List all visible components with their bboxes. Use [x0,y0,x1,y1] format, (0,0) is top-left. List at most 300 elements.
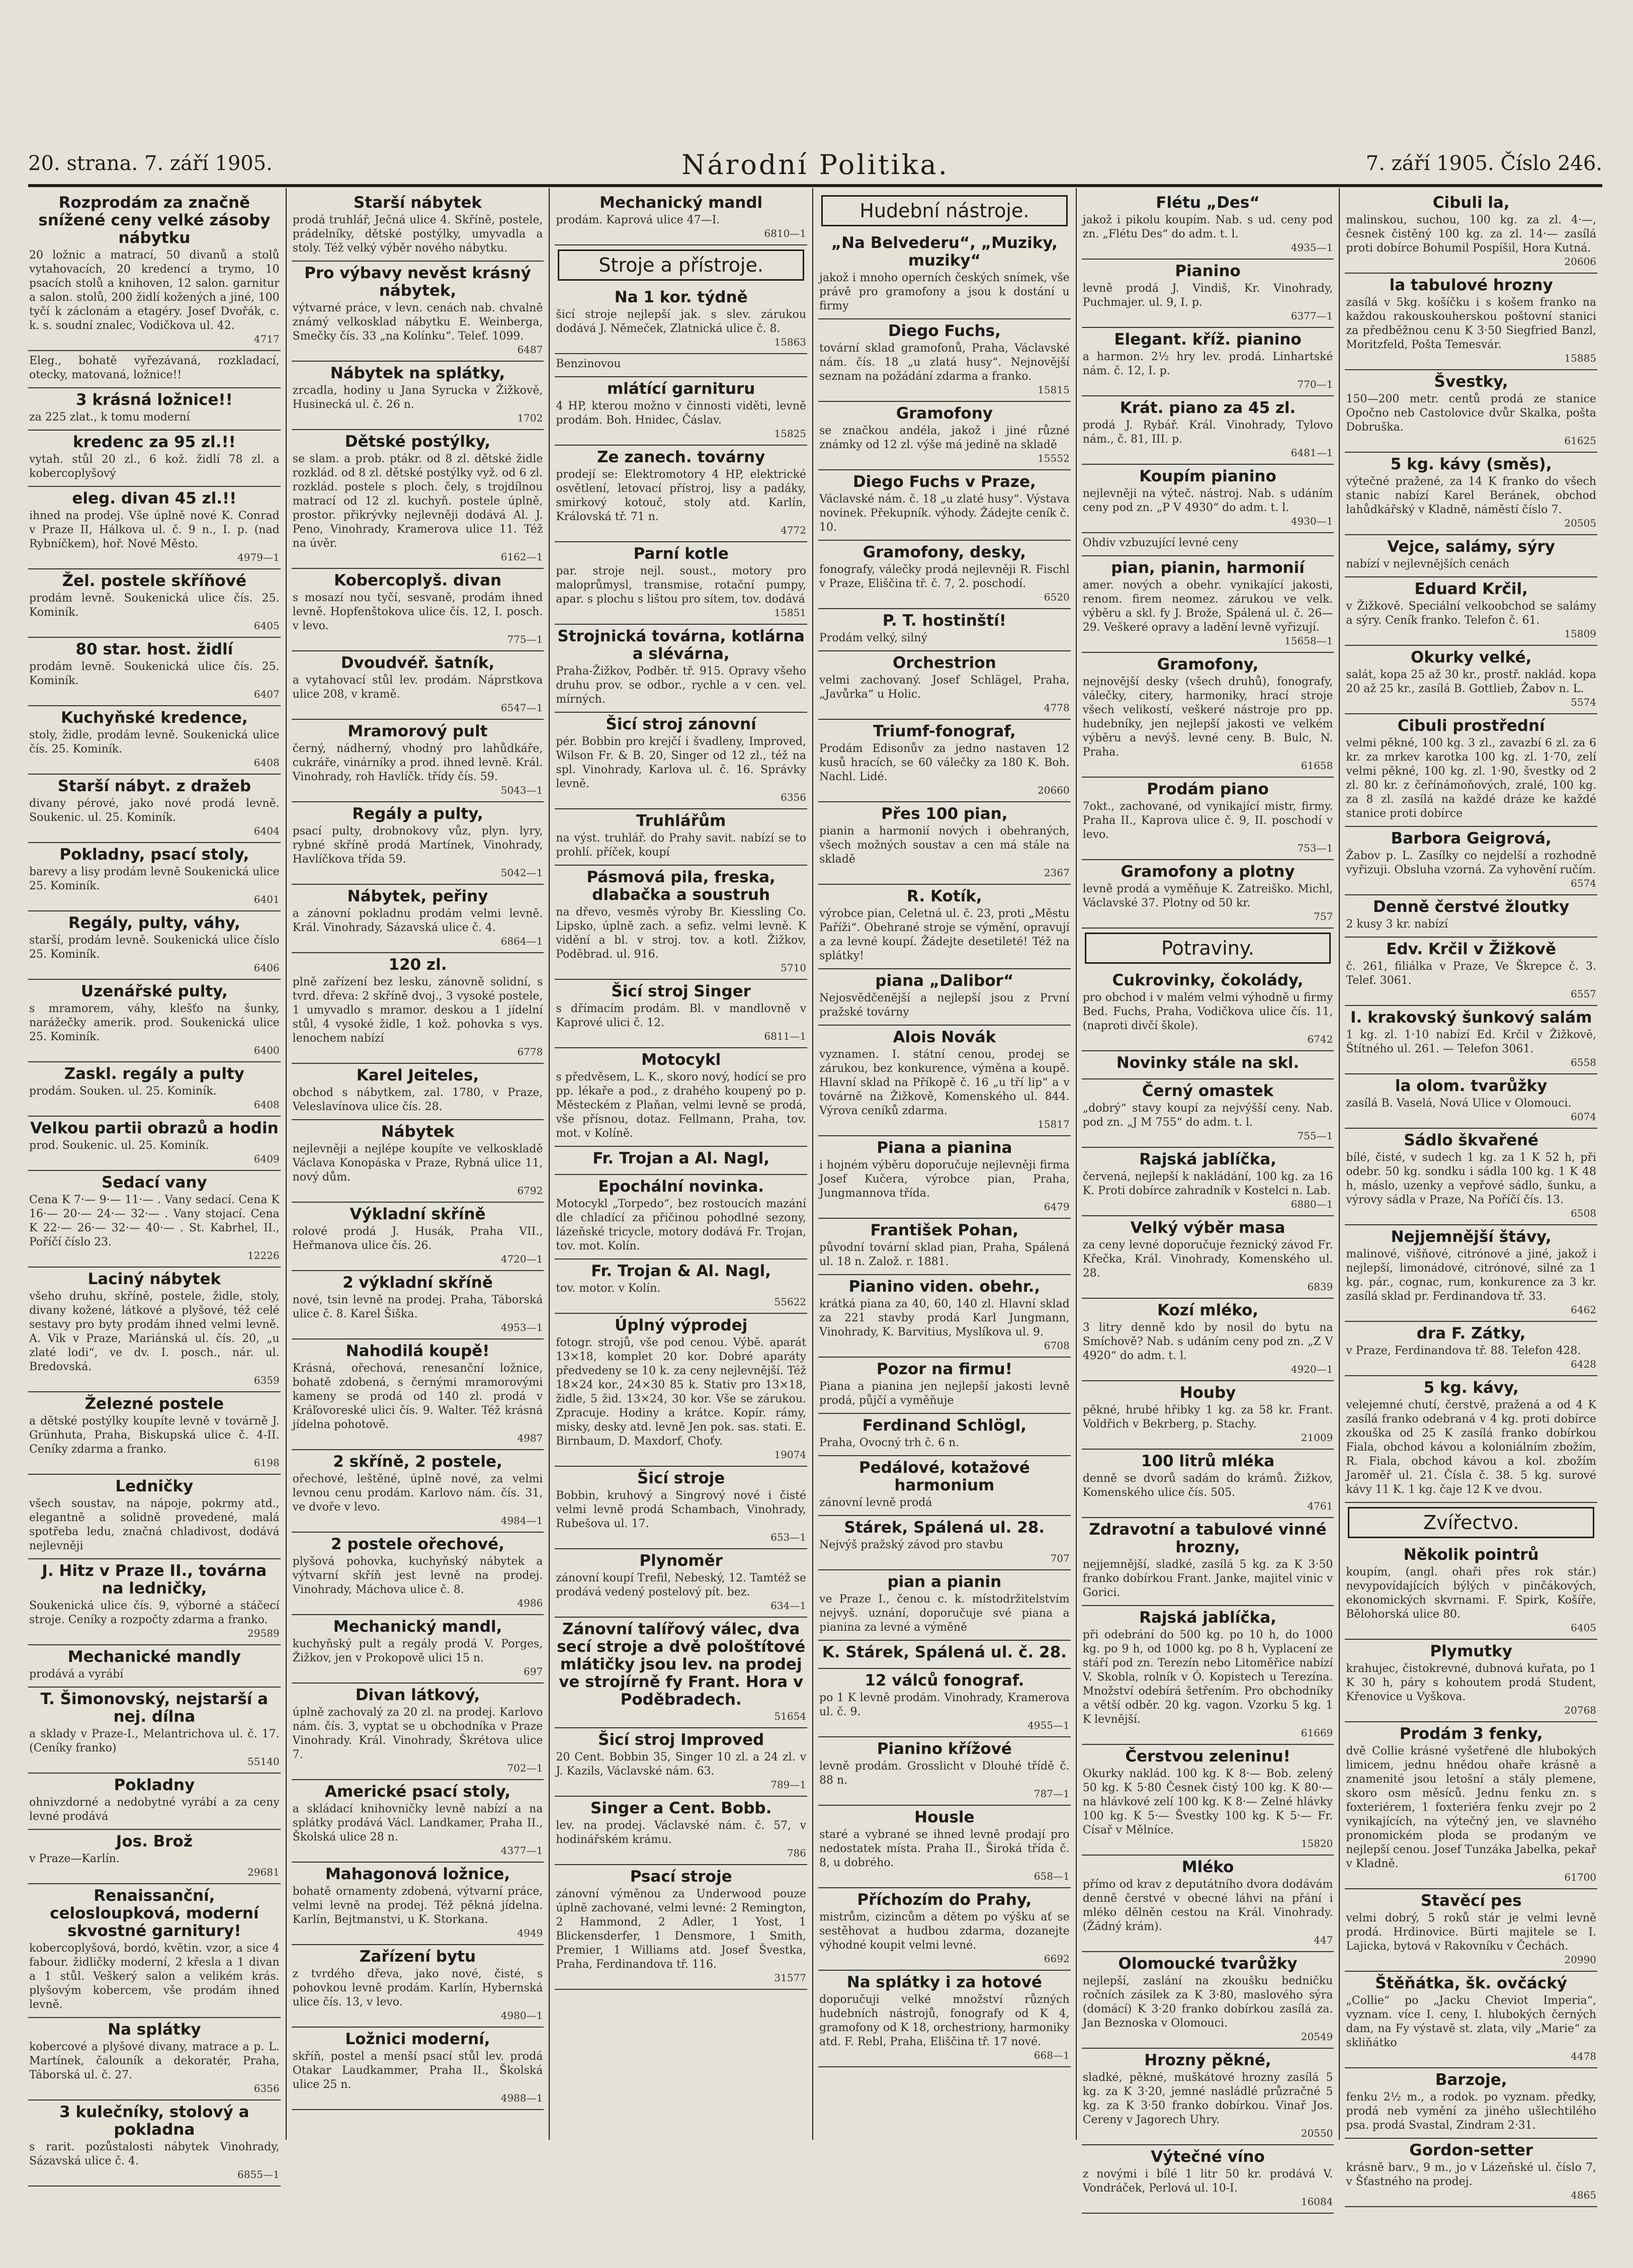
classified-ad [818,1026,1071,1136]
ad-headline: Diego Fuchs, [888,322,1001,340]
classified-ad [1345,1640,1597,1722]
ad-number: 6520 [1044,591,1070,603]
page-number-date: 20. strana. 7. září 1905. [28,152,273,175]
ad-body: Cena K 7·— 9·— 11·— . Vany sedací. Cena K 16·— 20·— 24·— 32·— . Vany stojací. Cena K 22·— 26·— 32·— 40·— . St. Kabrhel, II., Poříčí číslo 23. [29,1194,280,1248]
ad-headline: Švestky, [1434,373,1508,391]
ad-headline: Úplný výprodej [615,1316,748,1334]
ad-headline: Pianino [1175,262,1241,280]
ad-body: tov. motor. v Kolín. [556,1282,661,1295]
ad-headline: Zaskl. regály a pulty [64,1065,244,1083]
classified-ad [292,362,544,430]
ad-headline: Ledničky [115,1477,194,1495]
ad-number: 6481—1 [1291,447,1333,459]
ad-number: 5574 [1571,696,1597,708]
ad-body: plně zařízení bez lesku, zánovně solidní, s tvrd. dřeva: 2 skříně dvoj., 3 vysoké postele, 1 umyvadlo s mramor. deskou a 1 jídelní stůl, 4 vysoké židle, 1 kož. pohovka s vys. lenochem nabízí [292,976,543,1045]
classified-ad [818,651,1071,720]
classified-ad [555,354,807,377]
classified-ad [292,1064,544,1120]
classified-ad [1082,533,1334,556]
ad-number: 4761 [1307,1500,1333,1512]
ad-headline: Ložnici moderní, [345,2030,490,2048]
ad-body: krahujec, čistokrevné, dubnová kuřata, po 1 K 30 h, páry s kohoutem prodá Student, Křenovice u Vyškova. [1346,1662,1597,1703]
classified-ad [818,1888,1071,1971]
ad-headline: Pásmová pila, freska, dlabačka a soustruh [586,868,776,904]
classified-ad [1082,969,1334,1051]
ad-headline: 3 krásná ložnice!! [75,391,233,409]
classified-ad [555,446,807,542]
ad-number: 4984—1 [500,1515,543,1527]
classified-ad [1345,1972,1597,2068]
ad-headline: Gramofony, [1157,655,1259,674]
ad-body: levně prodá a vyměňuje K. Zatreiško. Michl, Václavské 37. Plotny od 50 kr. [1082,883,1333,909]
classified-ad [818,609,1071,651]
classified-ad [292,802,544,885]
ad-number: 787—1 [1034,1788,1070,1800]
ad-body: zasílá B. Vaselá, Nová Ulice v Olomouci. [1346,1097,1572,1110]
ad-body: nejjemnější, sladké, zasílá 5 kg. za K 3·50 franko dobírkou Frant. Janke, majitel vinic v Gorici. [1082,1558,1333,1599]
ad-body: Prodám Edisonův za jedno nastaven 12 kusů hracích, se 60 válečky za 180 K. Boh. Nachl. Lidé. [819,742,1070,783]
ad-body: všeho druhu, skříně, postele, židle, stoly, divany kožené, látkové a plyšové, též celé sestavy pro byty prodám ihned velmi levně. A. Vik v Praze, Mariánská ul. čís. 20, „u zlaté lodi“, ve dv. I. posch., nár. ul. Bredovská. [29,1290,280,1373]
classified-ad [1345,1722,1597,1889]
ad-headline: Sedací vany [102,1173,207,1192]
classified-ad [28,1559,281,1645]
ad-body: všech soustav, na nápoje, pokrmy atd., elegantně a solidně provedené, malá spotřeba ledu, značná chladivost, dodává nejlevněji [29,1497,280,1552]
ad-number: 6162—1 [500,551,543,563]
ad-headline: Na splátky [108,2021,201,2039]
classified-ad [28,569,281,638]
ad-number: 20505 [1564,517,1597,529]
ad-number: 6377—1 [1291,310,1333,322]
ad-headline: Karel Jeiteles, [356,1066,479,1084]
ad-number: 15815 [1038,384,1070,396]
ad-body: starší, prodám levně. Soukenická ulice číslo 25. Kominík. [29,934,280,961]
classified-ad [28,1268,281,1392]
classified-ad [818,1641,1071,1669]
classified-ad [28,1392,281,1475]
ad-body: velejemné chutí, čerstvě, pražená a od 4 K zasílá franko odebraná v 4 kg. proti dobírce zkouška od 25 K zasílá franko dobírkou Fiala, obchod kávou a koloniálním zbožím, R. Fiala, obchod kávou a kol. zbožím Jaroměř ul. 21. Čísla č. 38. 5 kg. surové kávy 11 K. 1 kg. čaje 12 K ve dvou. [1346,1399,1597,1496]
ad-number: 20606 [1564,256,1597,268]
ad-number: 4987 [517,1432,543,1444]
classified-ad [555,377,807,446]
classified-ad [28,843,281,911]
classified-ad [1345,1225,1597,1322]
ad-body: Nejosvědčenější a nejlepší jsou z První pražské továrny [819,992,1070,1019]
ad-body: prodá J. Rybář. Král. Vinohrady, Tylovo nám., č. 81, III. p. [1082,419,1333,446]
classified-ad [292,1203,544,1271]
classified-ad [555,1728,807,1797]
ad-number: 4953—1 [500,1321,543,1333]
classified-ad [28,1645,281,1688]
ad-headline: Flétu „Des“ [1156,194,1260,212]
ad-headline: Olomoucké tvarůžky [1118,1955,1298,1973]
ad-body: výtvarné práce, v levn. cenách nab. chvalně známý velkosklad nábytku E. Weinberga, Smečky čís. 33 „na Kolínku“. Telef. 1099. [292,302,543,343]
ad-headline: Vejce, salámy, sýry [1387,538,1556,556]
ad-body: prodám levně. Soukenická ulice čís. 25. Kominík. [29,592,280,619]
ad-number: 20990 [1564,1954,1597,1966]
ad-headline: Fr. Trojan a Al. Nagl, [592,1149,770,1167]
ad-body: ihned na prodej. Vše úplně nové K. Conrad v Praze II, Hálkova ul. č. 9 n., I. p. (nad Rybníčkem), hoř. Nové Město. [29,510,280,550]
ad-headline: Starší nábytek [353,194,482,212]
ad-headline: 80 star. host. židlí [75,640,233,658]
ad-body: zánovní výměnou za Underwood pouze úplně zachované, velmi levné: 2 Remington, 2 Hammond, 2 Adler, 1 Yost, 1 Blickensderfer, 1 Densmore, 1 Smith, Premier, 1 Williams atd. Josef Švestka, Praha, Ferdinandova tř. 116. [556,1888,807,1971]
classified-ad [1345,1074,1597,1129]
ad-body: prod. Soukenic. ul. 25. Kominík. [29,1139,209,1152]
classified-ad [1082,1079,1334,1148]
ad-headline: pian, pianin, harmonií [1111,559,1305,577]
ad-body: vytah. stůl 20 zl., 6 kož. židlí 78 zl. a kobercoplyšový [29,453,280,480]
ad-headline: Pedálové, kotažové harmonium [858,1459,1030,1494]
ad-number: 4986 [517,1597,543,1609]
ad-headline: Truhlářům [636,812,726,830]
ad-headline: 120 zl. [388,956,447,974]
ad-body: zánovní levně prodá [819,1496,932,1509]
ad-body: levně prodám. Grosslicht v Dlouhé třídě č. 88 n. [819,1760,1070,1787]
ad-headline: Pro výbavy nevěst krásný nábytek, [304,264,531,300]
ad-number: 1702 [517,412,543,424]
ad-body: kobercové a plyšové divany, matrace a p. L. Martínek, čalouník a dekoratér, Praha, Táborská ul. č. 27. [29,2041,280,2081]
classified-ad [1082,396,1334,465]
ad-headline: Plynoměr [639,1552,723,1570]
ad-headline: dra F. Zátky, [1416,1324,1526,1342]
section-heading: Zvířectvo. [1348,1507,1594,1538]
ad-number: 15658—1 [1284,635,1333,647]
ad-body: kuchyňský pult a regály prodá V. Porges, Žižkov, jen v Prokopově ulici 15 n. [292,1638,543,1664]
classified-ad [1345,646,1597,714]
classified-ad [292,430,544,569]
ad-body: vyznamen. I. státní cenou, prodej se zárukou, bez konkurence, výměna a koupě. Hlavní sklad na Příkopě č. 16 „u tří lip“ a v továrně na Žižkově, Komenského ul. 844. Výrova ceníků zdarma. [819,1048,1070,1117]
ad-number: 4920—1 [1291,1363,1333,1375]
ad-headline: Prodám piano [1147,780,1269,798]
ad-body: nejlevněji na výteč. nástroj. Nab. s udáním ceny pod zn. „P V 4930“ do adm. t. l. [1082,487,1333,514]
classified-ad [292,569,544,651]
ad-body: č. 261, filiálka v Praze, Ve Škrepce č. 3. Telef. 3061. [1346,960,1597,987]
ad-headline: Sádlo škvařené [1404,1131,1539,1149]
section-heading: Hudební nástroje. [821,195,1068,226]
ad-headline: Kobercoplyš. divan [334,571,502,590]
ad-headline: Nábytek [381,1123,455,1141]
ad-body: krátká piana za 40, 60, 140 zl. Hlavní sklad za 221 stavby prodá Karl Jungmann, Vinohrady, K. Barvitius, Myslíkova ul. 9. [819,1298,1070,1338]
ad-number: 757 [1314,910,1333,922]
ad-number: 6198 [253,1457,280,1469]
ad-headline: Strojnická továrna, kotlárna a slévárna, [557,627,805,663]
ad-headline: Piana a pianina [877,1139,1012,1157]
classified-ad [292,1945,544,2028]
ad-number: 19074 [774,1449,807,1461]
classified-ad [818,720,1071,802]
ad-number: 755—1 [1297,1130,1333,1142]
ad-number: 6708 [1044,1339,1070,1352]
ad-body: a vytahovací stůl lev. prodám. Náprstkova ulice 208, v kramě. [292,674,543,701]
ad-body: „Collie“ po „Jacku Cheviot Imperia“, vyznam. více I. ceny, I. hlubokých černých dam, na Fy výstavě st. zlata, vily „Marie“ za skliňátko [1346,1994,1597,2049]
ad-headline: Pianino viden. obehr., [848,1278,1041,1296]
classified-ad [28,1475,281,1559]
classified-ad [818,470,1071,541]
ad-number: 4865 [1571,2189,1597,2201]
ad-body: 7okt., zachované, od vynikající mistr, firmy. Praha II., Kaprova ulice č. 9, II. poschodí v levo. [1082,800,1333,841]
classified-ad [818,1971,1071,2067]
column-1 [28,188,286,2180]
classified-ad [1345,938,1597,1006]
classified-ad [1082,1450,1334,1518]
classified-ad [292,953,544,1064]
ad-number: 6839 [1307,1281,1333,1293]
ad-body: nové, tsin levně na prodej. Praha, Táborská ulice č. 8. Karel Šiška. [292,1294,543,1320]
classified-ad [1345,1543,1597,1640]
ad-headline: Cukrovinky, čokolády, [1112,971,1304,989]
ad-body: dvě Collie krásné vyšetřené dle hlubokých limicem, jednu hnědou ohaře krásně a znamenité jsou letošní a stály plemene, skoro osm měsíců. Jednu fenku zn. s foxteriérem, 1 foxteriéra fenku zvejr po 2 vynikajících, na výtečný jen, ve slavného pronomickém ploda se prodaným ve nejlepší cenou. Josef Tunzáka Jabelka, pekař v Kladně. [1346,1745,1597,1870]
ad-headline: Uzenářské pulty, [80,982,228,1000]
ad-body: divany pérové, jako nové prodá levně. Soukenic. ul. 25. Kominík. [29,797,280,824]
ad-body: velmi pěkné, 100 kg. 3 zl., zavazbí 6 zl. za 6 kr. za mrkev karotka 100 kg. zl. 1·70, zelí velmi pěkné, 100 kg. zl. 1·90, švestky od 2 zl. 80 kr. z čeřínámoňových, zralé, 100 kg. za 8 zl. zasílá na každé dráze ke každé stanice proti dobírce [1346,737,1597,820]
ad-number: 702—1 [507,1762,543,1774]
ad-headline: Mahagonová ložnice, [325,1865,510,1883]
classified-ad [28,2101,281,2187]
ad-number: 4377—1 [500,1844,543,1857]
ad-number: 6855—1 [237,2168,280,2180]
ad-number: 6408 [253,757,280,769]
ad-headline: Nábytek, peřiny [347,887,488,905]
ad-body: levně prodá J. Vindiš, Kr. Vinohrady, Puchmajer. ul. 9, I. p. [1082,282,1333,309]
classified-ad [555,980,807,1048]
ad-headline: pian a pianin [887,1573,1002,1591]
ad-headline: Alois Novák [893,1028,996,1046]
ad-number: 6428 [1571,1358,1597,1370]
ad-number: 707 [1050,1552,1070,1564]
ad-headline: Zdravotní a tabulové vinné hrozny, [1089,1521,1327,1556]
ad-number: 6356 [253,2082,280,2094]
ad-body: skříň, postel a menší psací stůl lev. prodá Otakar Laudkammer, Praha II., Školská ulice 25 n. [292,2050,543,2091]
classified-ad [818,885,1071,969]
ad-headline: R. Kotík, [907,887,982,905]
ad-number: 4988—1 [500,2092,543,2104]
classified-ad [1345,191,1597,274]
ad-headline: Plymutky [1430,1642,1512,1660]
ad-body: mistrům, cizincům a dětem po výšku ať se sestěhovat a hudbou zdarma, dozanejte výhodné koupit velmi levné. [819,1911,1070,1952]
classified-ad [555,866,807,980]
ad-headline: Na 1 kor. týdně [614,288,748,306]
classified-ad [818,1136,1071,1219]
ad-headline: Šicí stroj Improved [598,1731,764,1749]
classified-ad [555,542,807,625]
ad-number: 6408 [253,1099,280,1111]
ad-headline: Pianino křížové [877,1740,1012,1758]
ad-headline: Renaissanční, celosloupková, moderní skvostné garnitury! [50,1887,259,1940]
ad-number: 786 [787,1847,807,1859]
ad-body: prodává a vyrábí [29,1668,124,1681]
ad-headline: Fr. Trojan & Al. Nagl, [591,1262,771,1280]
classified-ad [1345,1889,1597,1972]
ad-number: 4772 [781,524,807,536]
ad-headline: Orchestrion [893,654,996,672]
ad-body: jakož i mnoho operních českých snímek, vše právě pro gramofony a jsou k dostání u firmy [819,272,1070,312]
header-rule [28,184,1602,187]
classified-ad [292,885,544,953]
ad-number: 6487 [517,344,543,356]
ad-body: Eleg., bohatě vyřezávaná, rozkladací, otecky, matovaná, ložnice!! [29,355,280,381]
ad-number: 61700 [1564,1871,1597,1883]
classified-ad [818,1737,1071,1806]
ad-body: černý, nádherný, vhodný pro lahůdkáře, cukráře, vinárníky a prod. ihned levně. Král. Vinohrady, roh Havlíčk. třídy čís. 59. [292,742,543,783]
classified-ad [555,1147,807,1175]
classified-ad [555,1175,807,1259]
ad-headline: Velkou partii obrazů a hodin [30,1119,279,1137]
classified-ad [1345,714,1597,827]
ad-headline: Dětské postýlky, [345,433,491,451]
ad-headline: Šicí stroje [637,1469,725,1487]
classified-ad [1082,1952,1334,2049]
classified-ad [555,1314,807,1467]
ad-headline: 2 postele ořechové, [331,1535,504,1553]
classified-ad [1082,2145,1334,2214]
classified-ad [1345,577,1597,646]
ad-headline: Elegant. kříž. pianino [1114,330,1302,349]
ad-number: 6547—1 [500,702,543,714]
classified-ad [818,231,1071,319]
ad-headline: Rozprodám za značně snížené ceny velké zásoby nábytku [38,194,271,247]
ad-body: prodám. Souken. ul. 25. Kominík. [29,1085,217,1098]
ad-body: rolové prodá J. Husák, Praha VII., Heřmanova ulice čís. 26. [292,1225,543,1252]
ad-body: plyšová pohovka, kuchyňský nábytek a výtvarní skříň jest levně na prodej. Vinohrady, Máchova ulice č. 8. [292,1555,543,1596]
ad-number: 55622 [774,1296,807,1308]
ad-body: z tvrdého dřeva, jako nové, čisté, s pohovkou levně prodám. Karlín, Hybernská ulice čís. 13, v levo. [292,1968,543,2008]
ad-number: 447 [1314,1934,1333,1946]
ad-number: 61658 [1301,760,1333,772]
classified-ad [1345,2068,1597,2139]
ad-headline: Mechanické mandly [67,1648,241,1666]
classified-ad [1082,1299,1334,1381]
ad-body: za ceny levné doporučuje řeznický závod Fr. Křečka, Král. Vinohrady, Komenského ul. 28. [1082,1239,1333,1280]
classified-ad [1082,1148,1334,1216]
ad-headline: Barzoje, [1435,2071,1507,2089]
ad-headline: Pokladny [114,1776,195,1794]
ad-headline: Na splátky i za hotové [846,1973,1042,1991]
ad-body: ve Praze I., čenou c. k. místodržitelstvím nejvyš. uznání, doporučuje své piana a pianina za levné a výměně [819,1593,1070,1634]
section-heading: Potraviny. [1085,933,1331,964]
ad-number: 6558 [1571,1056,1597,1068]
ad-body: velmi zachovaný. Josef Schlägel, Praha, „Javůrka“ u Holic. [819,674,1070,701]
ad-body: fotogr. strojů, vše pod cenou. Výbě. aparát 13×18, komplet 20 kor. Dobré aparáty předvedeny se 10 k. za ceny nejlevnější. Též 18×24 kor., 24×30 85 k. Stativ pro 13×18, židle, 5 žid. 13×24, 30 kor. Vše se zárukou. Zpracuje. Hodiny a krátce. Kopír. rámy, misky, desky atd. levně Jen pok. sas. stati. E. Birnbaum, D. Maxdorf, Choťy. [556,1336,807,1448]
ad-body: stoly, židle, prodám levně. Soukenická ulice čís. 25. Kominík. [29,729,280,755]
ad-headline: 5 kg. kávy (směs), [1390,455,1552,473]
ad-number: 6557 [1571,988,1597,1000]
classified-ad [28,1884,281,2018]
classified-ad [1082,191,1334,260]
ad-body: Václavské nám. č. 18 „u zlaté husy“. Výstava novinek. Překupník. výhody. Žádejte ceník č. 10. [819,493,1070,534]
ad-headline: Diego Fuchs v Praze, [852,473,1036,491]
classified-ad [28,1117,281,1171]
ad-number: 29589 [247,1627,280,1639]
classified-ad [818,1358,1071,1414]
ad-number: 6864—1 [500,935,543,947]
ad-number: 753—1 [1297,842,1333,854]
ad-number: 634—1 [770,1600,807,1612]
classified-ad [1345,1006,1597,1074]
classified-ad [28,487,281,569]
ad-headline: Kozí mléko, [1157,1301,1259,1319]
ad-body: pro obchod i v malém velmi výhodně u firmy Bed. Fuchs, Praha, Vodičkova ulice čís. 11, (naproti divčí škole). [1082,991,1333,1032]
classified-ad [1345,370,1597,453]
ad-headline: Zařízení bytu [359,1948,476,1966]
ad-headline: Epochální novinka. [598,1178,764,1196]
ad-headline: kredenc za 95 zl.!! [72,433,236,451]
ad-body: Piana a pianina jen nejlepší jakosti levně prodá, půjčí a vyměňuje [819,1380,1070,1407]
classified-ad [292,262,544,362]
ad-body: ohnivzdorné a nedobytné vyrábí a za ceny levné prodává [29,1796,280,1823]
ad-number: 6405 [1571,1622,1597,1634]
ad-number: 6479 [1044,1201,1070,1213]
ad-number: 15817 [1038,1118,1070,1130]
classified-ad [1082,778,1334,860]
ad-number: 6574 [1571,877,1597,889]
classified-ad [1345,1322,1597,1376]
ad-body: 3 litry denně kdo by nosil do bytu na Smíchově? Nab. s udáním ceny pod zn. „Z V 4920“ do adm. t. l. [1082,1321,1333,1362]
classified-ad [292,651,544,720]
ad-body: amer. nových a obehr. vynikající jakosti, renom. firem neomez. zárukou ve velk. výběru a skl. fy J. Brože, Spálená ul. č. 26—29. Veškeré opravy a ladění levně vyřizují. [1082,579,1333,634]
ad-body: par. stroje nejl. soust., motory pro maloprůmysl, transmise, rotační pumpy, apar. s plochu s lištou pro sítem, tov. dodává [556,565,807,606]
ad-body: Praha, Ovocný trh č. 6 n. [819,1437,960,1449]
ad-number: 6462 [1571,1304,1597,1316]
classified-ad [1082,860,1334,929]
ad-body: Praha-Žižkov, Podběr. tř. 915. Opravy všeho druhu prov. se odbor., rychle a v cen. vel. mírných. [556,665,807,706]
classified-ad [1345,827,1597,895]
classified-ad [1082,2049,1334,2145]
classified-ad [28,1774,281,1830]
ad-body: lev. na prodej. Václavské nám. č. 57, v hodinářském krámu. [556,1819,807,1846]
ad-body: Motocykl „Torpedo“, bez rostoucích mazání dle chladící za přičinou pohodlné sezony, lázeňské tricycle, motory dodává Fr. Trojan, tov. mot. Kolín. [556,1198,807,1252]
classified-ad [555,1259,807,1314]
ad-body: bohatě ornamenty zdobená, výtvarní práce, velmi levně na prodej. Též pěkná jídelna. Karlín, Bejtmanstvi, u K. Storkana. [292,1885,543,1926]
classified-ad [292,1533,544,1615]
ad-number: 6692 [1044,1953,1070,1965]
ad-number: 6810—1 [764,227,807,239]
ad-number: 5710 [781,962,807,974]
ad-headline: Jos. Brož [116,1832,193,1851]
ad-headline: Velký výběr masa [1130,1219,1285,1237]
ad-number: 20660 [1038,784,1070,796]
ad-body: Ohdiv vzbuzující levné ceny [1082,537,1239,549]
ad-body: s předvěsem, L. K., skoro nový, hodící se pro pp. lékaře a pod., z drahého koupený po p. Městeckém z Plaňan, velmi levně se prodá, vše přísnou, dotaz. Fellmann, Praha, tov. mot. v Kolíně. [556,1071,807,1140]
ad-body: a skládací knihovničky levně nabízí a na splátky prodává Václ. Landkamer, Praha II., Školská ulice 28 n. [292,1803,543,1843]
ad-body: nejlevněji a nejlépe koupíte ve velkoskladě Václava Konopáska v Praze, Rybná ulice 11, nový dům. [292,1143,543,1184]
ad-body: s mosazí nou tyčí, sesvaně, prodám ihned levně. Hopfenštokova ulice čís. 12, I. posch. v levo. [292,592,543,632]
column-4 [812,188,1076,2140]
ad-number: 15825 [774,428,807,440]
ad-headline: Výtečné víno [1151,2148,1265,2166]
ad-body: s mramorem, váhy, klešťo na šunky, narážečky amerik. prod. Soukenická ulice 25. Kominík. [29,1002,280,1043]
ad-body: nabízí v nejlevnějších cenách [1346,558,1510,570]
ad-number: 6742 [1307,1033,1333,1045]
classified-ad [292,191,544,262]
classified-ad [28,191,281,351]
classified-ad [1082,1518,1334,1606]
ad-headline: Mléko [1181,1858,1234,1876]
ad-headline: Regály a pulty, [352,805,483,823]
classified-ad [818,1570,1071,1641]
ad-headline: Žel. postele skříňové [62,572,247,590]
ad-body: pěkné, hrubé hřibky 1 kg. za 58 kr. Frant. Voldřich v Bekrberg, p. Stachy. [1082,1404,1333,1431]
ad-body: na výst. truhlář. do Prahy savit. nabízí se to prohlí. příček, koupí [556,832,807,859]
ad-columns [28,188,1602,2208]
ad-body: prodám levně. Soukenická ulice čís. 25. Kominík. [29,660,280,687]
classified-ad [1345,1376,1597,1503]
ad-headline: Mechanický mandl [599,194,763,212]
ad-body: v Praze—Karlín. [29,1853,120,1865]
ad-headline: Krát. piano za 45 zl. [1120,399,1296,417]
classified-ad [28,775,281,843]
ad-headline: Černý omastek [1142,1082,1274,1100]
classified-ad [28,1830,281,1884]
ad-body: pianin a harmonií nových i obehraných, všech možných soustav a cen má stále na skladě [819,825,1070,866]
